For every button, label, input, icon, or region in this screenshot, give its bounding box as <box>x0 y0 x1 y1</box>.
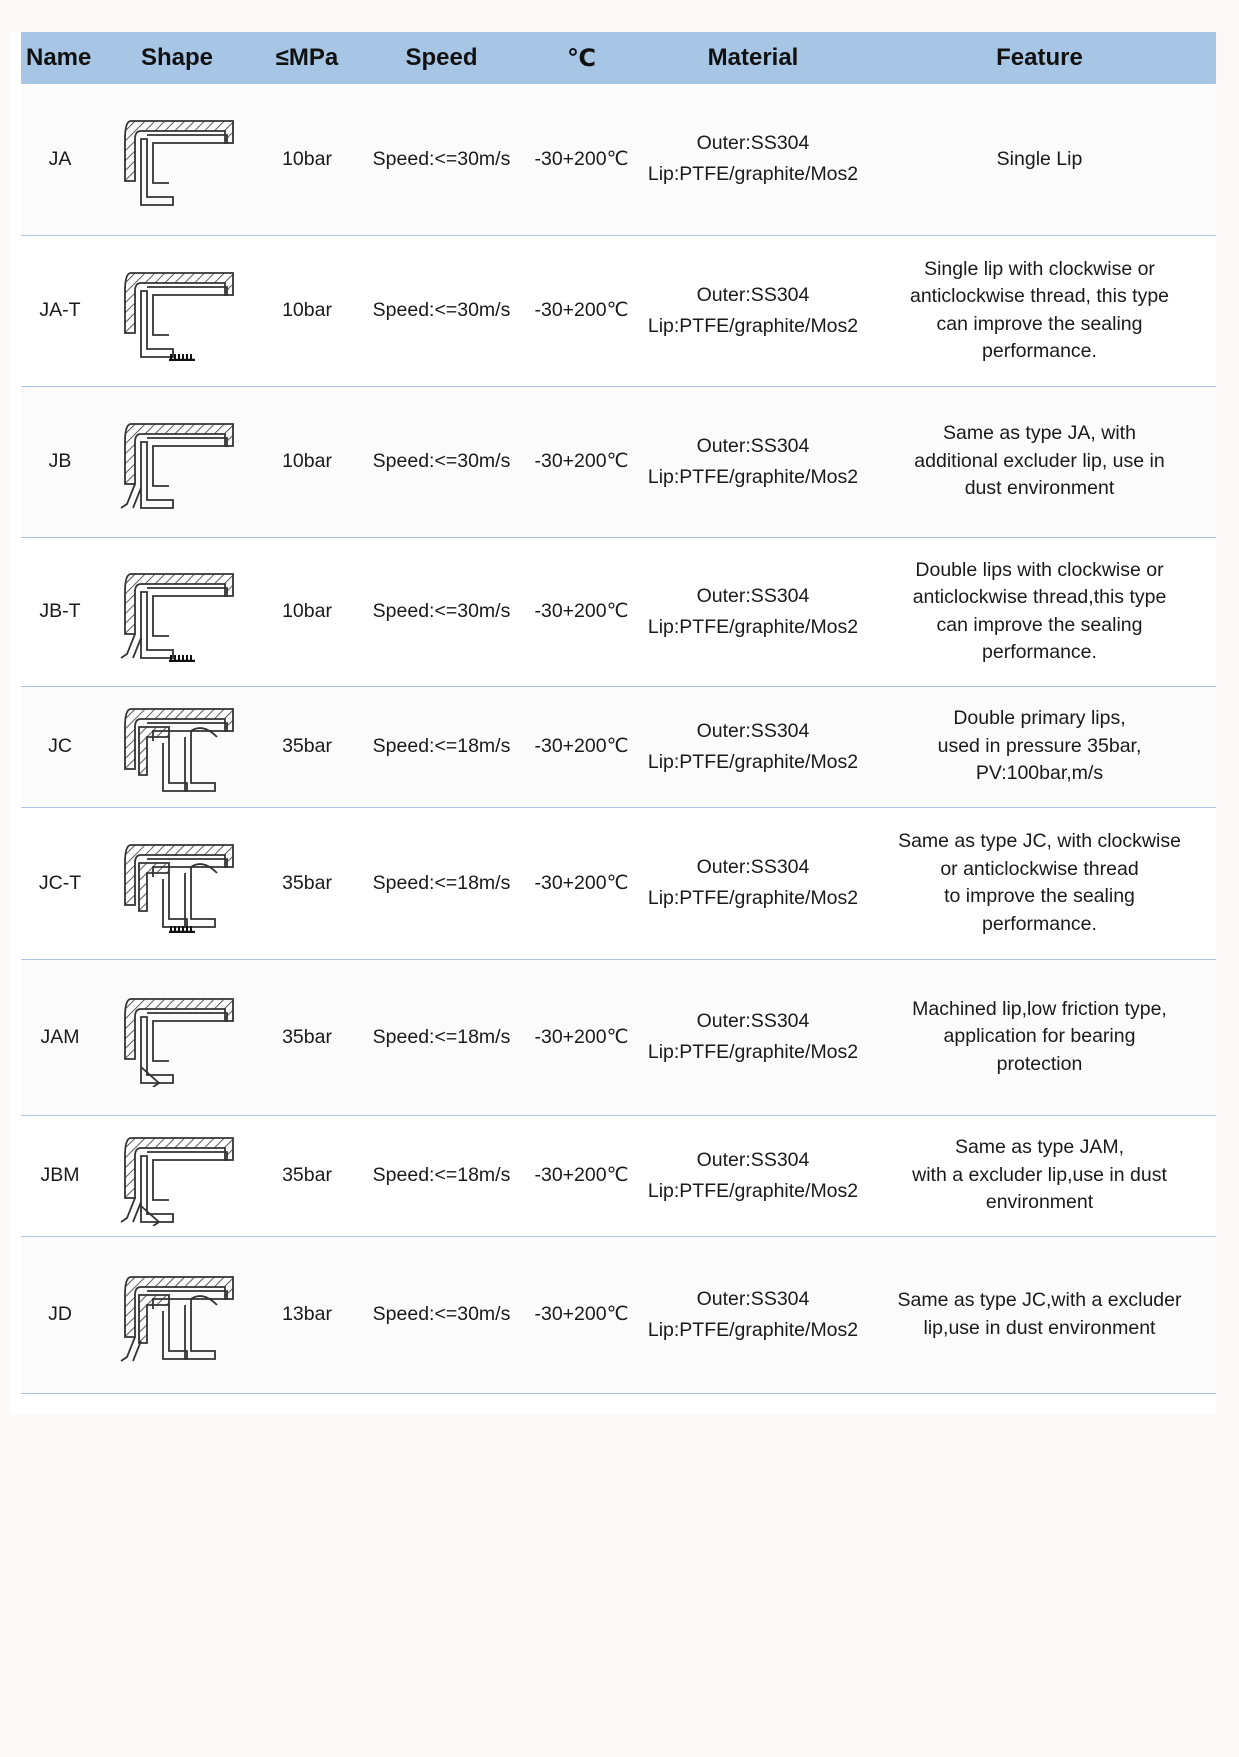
row-feature <box>863 959 1216 1115</box>
material-line: Outer:SS304 <box>696 1148 810 1171</box>
feature-line: PV:100bar,m/s <box>975 762 1104 785</box>
material-line: Outer:SS304 <box>696 1287 810 1310</box>
row-shape <box>103 84 251 235</box>
row-feature <box>863 1236 1216 1393</box>
seal-excluder-lip-threaded-icon <box>107 562 247 662</box>
material-line: Outer:SS304 <box>696 132 810 155</box>
seal-double-primary-lip-icon <box>107 697 247 797</box>
row-temperature: -30+200℃ <box>520 386 643 537</box>
material-line: Outer:SS304 <box>696 856 810 878</box>
header-speed: Speed <box>405 44 478 71</box>
material-line: Lip:PTFE/graphite/Mos2 <box>647 1318 859 1341</box>
seal-excluder-lip-icon <box>107 412 247 512</box>
row-feature <box>863 537 1216 686</box>
table-row <box>21 386 1216 537</box>
row-material <box>643 386 863 537</box>
feature-line: Double lips with clockwise or <box>915 558 1164 581</box>
table-row <box>21 959 1216 1115</box>
row-feature <box>863 1115 1216 1236</box>
feature-line: can improve the sealing <box>936 613 1143 636</box>
seal-machined-lip-icon <box>107 987 247 1087</box>
row-material <box>643 686 863 807</box>
material-line: Lip:PTFE/graphite/Mos2 <box>647 750 859 773</box>
seal-double-primary-lip-threaded-icon <box>107 833 247 933</box>
seal-single-lip-icon <box>107 109 247 209</box>
row-pressure: 10bar <box>251 386 363 537</box>
table-row <box>21 235 1216 386</box>
row-name: JC <box>21 686 103 807</box>
row-speed: Speed:<=30m/s <box>363 386 520 537</box>
feature-line: Same as type JC, with clockwise <box>898 830 1181 852</box>
row-pressure: 10bar <box>251 537 363 686</box>
feature-line: Single Lip <box>996 147 1083 170</box>
material-line: Outer:SS304 <box>696 1010 810 1032</box>
table-row <box>21 1236 1216 1393</box>
material-line: Lip:PTFE/graphite/Mos2 <box>647 1041 859 1063</box>
row-temperature: -30+200℃ <box>520 1115 643 1236</box>
seal-single-lip-threaded-icon <box>107 261 247 361</box>
row-feature <box>863 807 1216 959</box>
row-shape <box>103 807 251 959</box>
header-material: Material <box>707 44 799 71</box>
row-material <box>643 959 863 1115</box>
row-name: JC-T <box>21 807 103 959</box>
feature-line: application for bearing <box>943 1025 1136 1048</box>
row-pressure: 35bar <box>251 1115 363 1236</box>
header-shape: Shape <box>140 44 214 71</box>
row-material <box>643 807 863 959</box>
header-feature: Feature <box>996 44 1083 71</box>
row-speed: Speed:<=30m/s <box>363 235 520 386</box>
material-line: Outer:SS304 <box>696 584 810 607</box>
feature-line: performance. <box>982 340 1097 362</box>
row-shape <box>103 537 251 686</box>
feature-line: Same as type JAM, <box>954 1136 1125 1159</box>
row-shape <box>103 959 251 1115</box>
row-material <box>643 84 863 235</box>
feature-line: with a excluder lip,use in dust <box>912 1163 1167 1186</box>
table-header-row <box>21 32 1216 84</box>
header-name: Name <box>26 44 92 71</box>
table-row <box>21 686 1216 807</box>
row-shape <box>103 235 251 386</box>
material-line: Lip:PTFE/graphite/Mos2 <box>647 163 859 186</box>
row-material <box>643 235 863 386</box>
row-shape <box>103 1115 251 1236</box>
row-feature <box>863 84 1216 235</box>
feature-line: Same as type JC,with a excluder <box>897 1289 1182 1311</box>
row-pressure: 10bar <box>251 235 363 386</box>
material-line: Lip:PTFE/graphite/Mos2 <box>647 1179 859 1202</box>
row-speed: Speed:<=30m/s <box>363 84 520 235</box>
row-temperature: -30+200℃ <box>520 235 643 386</box>
feature-line: or anticlockwise thread <box>940 857 1139 880</box>
feature-line: additional excluder lip, use in <box>914 449 1165 472</box>
row-pressure: 35bar <box>251 959 363 1115</box>
material-line: Outer:SS304 <box>696 719 810 742</box>
row-speed: Speed:<=18m/s <box>363 686 520 807</box>
row-material <box>643 1115 863 1236</box>
material-line: Lip:PTFE/graphite/Mos2 <box>647 314 859 337</box>
row-shape <box>103 1236 251 1393</box>
seal-spec-table <box>21 32 1216 1394</box>
row-feature <box>863 235 1216 386</box>
feature-line: to improve the sealing <box>944 885 1135 907</box>
table-row <box>21 84 1216 235</box>
seal-machined-excluder-lip-icon <box>107 1126 247 1226</box>
header-temperature: ℃ <box>566 44 597 72</box>
row-name: JD <box>21 1236 103 1393</box>
row-temperature: -30+200℃ <box>520 807 643 959</box>
row-pressure: 13bar <box>251 1236 363 1393</box>
row-feature <box>863 686 1216 807</box>
feature-line: Double primary lips, <box>953 707 1126 730</box>
row-speed: Speed:<=18m/s <box>363 1115 520 1236</box>
material-line: Lip:PTFE/graphite/Mos2 <box>647 465 859 488</box>
row-feature <box>863 386 1216 537</box>
feature-line: protection <box>996 1052 1083 1075</box>
feature-line: environment <box>985 1191 1094 1214</box>
row-speed: Speed:<=30m/s <box>363 537 520 686</box>
row-shape <box>103 386 251 537</box>
material-line: Lip:PTFE/graphite/Mos2 <box>647 615 859 638</box>
row-name: JAM <box>21 959 103 1115</box>
row-name: JBM <box>21 1115 103 1236</box>
row-pressure: 35bar <box>251 686 363 807</box>
header-pressure: ≤MPa <box>275 44 339 71</box>
feature-line: performance. <box>982 912 1097 935</box>
feature-line: used in pressure 35bar, <box>937 734 1142 757</box>
feature-line: performance. <box>982 641 1097 663</box>
table-row <box>21 1115 1216 1236</box>
row-pressure: 35bar <box>251 807 363 959</box>
row-temperature: -30+200℃ <box>520 537 643 686</box>
row-speed: Speed:<=18m/s <box>363 959 520 1115</box>
feature-line: Single lip with clockwise or <box>924 257 1155 280</box>
row-name: JB <box>21 386 103 537</box>
material-line: Lip:PTFE/graphite/Mos2 <box>647 887 859 909</box>
table-row <box>21 537 1216 686</box>
row-pressure: 10bar <box>251 84 363 235</box>
row-name: JA-T <box>21 235 103 386</box>
feature-line: anticlockwise thread,this type <box>912 586 1167 608</box>
feature-line: Same as type JA, with <box>943 422 1136 445</box>
feature-line: Machined lip,low friction type, <box>912 997 1167 1020</box>
row-temperature: -30+200℃ <box>520 1236 643 1393</box>
row-material <box>643 1236 863 1393</box>
table-row <box>21 807 1216 959</box>
row-temperature: -30+200℃ <box>520 84 643 235</box>
material-line: Outer:SS304 <box>696 283 810 306</box>
row-temperature: -30+200℃ <box>520 686 643 807</box>
row-temperature: -30+200℃ <box>520 959 643 1115</box>
row-name: JA <box>21 84 103 235</box>
row-speed: Speed:<=18m/s <box>363 807 520 959</box>
seal-double-lip-excluder-icon <box>107 1265 247 1365</box>
row-name: JB-T <box>21 537 103 686</box>
feature-line: dust environment <box>964 477 1115 500</box>
feature-line: lip,use in dust environment <box>923 1316 1156 1339</box>
material-line: Outer:SS304 <box>696 434 810 457</box>
row-speed: Speed:<=30m/s <box>363 1236 520 1393</box>
row-material <box>643 537 863 686</box>
spec-sheet <box>9 32 1216 1415</box>
feature-line: anticlockwise thread, this type <box>909 285 1170 307</box>
row-shape <box>103 686 251 807</box>
feature-line: can improve the sealing <box>936 312 1143 335</box>
